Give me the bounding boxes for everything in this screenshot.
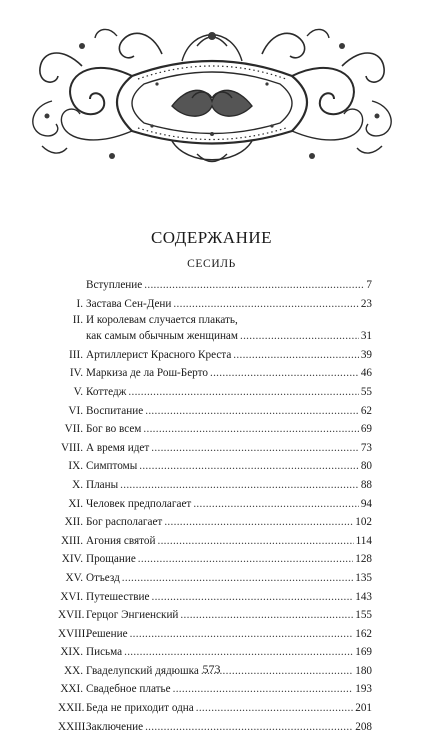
toc-row[interactable] xyxy=(58,699,372,718)
toc-chapter-title: Коттедж xyxy=(86,385,127,398)
page-title: СОДЕРЖАНИЕ xyxy=(150,228,273,247)
toc-page-number: 94 xyxy=(360,497,372,510)
toc-page-number: 80 xyxy=(360,460,372,473)
toc-chapter-title: Маркиза де ла Рош-Берто xyxy=(86,367,208,380)
toc-chapter-number: XV. xyxy=(65,571,83,584)
toc-chapter-number: XVI. xyxy=(60,590,83,603)
toc-chapter-title: Беда не приходит одна xyxy=(86,702,194,715)
toc-row[interactable] xyxy=(58,495,372,514)
toc-chapter-number: III. xyxy=(69,348,83,361)
toc-leader-dots xyxy=(128,383,358,402)
toc-chapter-number: VII. xyxy=(64,423,83,436)
toc-chapter-number: XVII. xyxy=(58,609,85,622)
toc-chapter-title: Человек предполагает xyxy=(86,497,192,510)
toc-page-number: 62 xyxy=(360,404,372,417)
toc-chapter-number: XXII. xyxy=(58,702,85,715)
toc-leader-dots xyxy=(173,680,354,699)
toc-row[interactable] xyxy=(58,276,372,295)
toc-row[interactable] xyxy=(58,346,372,365)
toc-row[interactable] xyxy=(58,643,372,662)
toc-leader-dots xyxy=(240,327,359,346)
toc-row[interactable] xyxy=(58,420,372,439)
toc-page-number: 162 xyxy=(355,627,372,640)
toc-leader-dots xyxy=(151,588,353,607)
baroque-cartouche-ornament-icon xyxy=(22,6,402,174)
toc-leader-dots xyxy=(138,550,353,569)
toc-chapter-title: Гваделупский дядюшка xyxy=(86,664,199,677)
toc-chapter-title: Симптомы xyxy=(86,460,138,473)
toc-chapter-title: Застава Сен-Дени xyxy=(86,297,172,310)
toc-chapter-number: VIII. xyxy=(60,441,83,454)
toc-chapter-number: VI. xyxy=(68,404,83,417)
toc-chapter-number: XIII. xyxy=(60,534,83,547)
toc-leader-dots xyxy=(210,364,359,383)
toc-row[interactable] xyxy=(58,550,372,569)
toc-chapter-title: И королевам случается плакать, xyxy=(86,314,238,327)
toc-row[interactable] xyxy=(58,718,372,736)
toc-page-number: 55 xyxy=(360,385,372,398)
toc-leader-dots xyxy=(180,606,353,625)
toc-chapter-number: XIV. xyxy=(61,553,83,566)
toc-chapter-title: Решение xyxy=(86,627,128,640)
toc-page-number: 39 xyxy=(360,348,372,361)
toc-leader-dots xyxy=(145,402,359,421)
toc-page-number: 135 xyxy=(355,571,372,584)
toc-chapter-title: А время идет xyxy=(86,441,150,454)
toc-leader-dots xyxy=(130,625,354,644)
toc-chapter-number: XIX. xyxy=(60,646,83,659)
toc-chapter-title: как самым обычным женщинам xyxy=(86,330,238,343)
toc-chapter-title: Герцог Энгиенский xyxy=(86,609,179,622)
toc-row[interactable] xyxy=(58,532,372,551)
toc-chapter-title: Агония святой xyxy=(86,534,156,547)
toc-leader-dots xyxy=(193,495,359,514)
toc-chapter-number: X. xyxy=(72,478,83,491)
toc-chapter-title: Заключение xyxy=(86,720,144,733)
toc-row[interactable] xyxy=(58,569,372,588)
toc-page-number: 169 xyxy=(355,646,372,659)
toc-page-number: 143 xyxy=(355,590,372,603)
toc-row[interactable] xyxy=(58,402,372,421)
toc-page-number: 201 xyxy=(355,702,372,715)
toc-leader-dots xyxy=(143,420,358,439)
toc-leader-dots xyxy=(139,457,359,476)
toc-row[interactable] xyxy=(58,457,372,476)
toc-chapter-number: XX. xyxy=(64,664,83,677)
toc-chapter-number: XI. xyxy=(68,497,83,510)
toc-page-number: 208 xyxy=(355,720,372,733)
toc-leader-dots xyxy=(145,718,353,736)
toc-row[interactable] xyxy=(58,327,372,346)
toc-leader-dots xyxy=(157,532,353,551)
toc-row[interactable] xyxy=(58,439,372,458)
toc-chapter-number: XVIII. xyxy=(58,627,89,640)
toc-page-number: 155 xyxy=(355,609,372,622)
toc-page-number: 128 xyxy=(355,553,372,566)
toc-chapter-number: II. xyxy=(72,314,83,327)
toc-chapter-title: Бог располагает xyxy=(86,516,163,529)
page-number: 573 xyxy=(202,662,221,676)
toc-chapter-title: Прощание xyxy=(86,553,136,566)
toc-leader-dots xyxy=(151,439,359,458)
toc-chapter-number: I. xyxy=(76,297,83,310)
toc-chapter-number: XXI. xyxy=(60,683,83,696)
toc-row[interactable] xyxy=(58,606,372,625)
toc-page-number: 102 xyxy=(355,516,372,529)
toc-chapter-title: Свадебное платье xyxy=(86,683,171,696)
toc-page-number: 46 xyxy=(360,367,372,380)
toc-chapter-number: V. xyxy=(73,385,83,398)
toc-page-number: 7 xyxy=(366,279,372,291)
toc-chapter-title: Письма xyxy=(86,646,123,659)
toc-row[interactable] xyxy=(58,588,372,607)
toc-chapter-title: Бог во всем xyxy=(86,423,142,436)
toc-leader-dots xyxy=(124,643,353,662)
toc-row[interactable] xyxy=(58,295,372,314)
toc-row[interactable] xyxy=(58,513,372,532)
toc-chapter-title: Артиллерист Красного Креста xyxy=(86,348,232,361)
toc-row[interactable] xyxy=(58,383,372,402)
toc-page-number: 180 xyxy=(355,664,372,677)
part-subtitle: СЕСИЛЬ xyxy=(187,258,236,270)
toc-page-number: 23 xyxy=(360,297,372,310)
toc-chapter-title: Вступление xyxy=(86,279,143,291)
toc-row[interactable] xyxy=(58,680,372,699)
toc-chapter-number: XXIII. xyxy=(58,720,89,733)
toc-page-number: 73 xyxy=(360,441,372,454)
toc-page-number: 31 xyxy=(360,330,372,343)
toc-row[interactable] xyxy=(58,313,372,327)
toc-chapter-title: Воспитание xyxy=(86,404,144,417)
toc-chapter-number: XII. xyxy=(64,516,83,529)
toc-leader-dots xyxy=(196,699,353,718)
toc-leader-dots xyxy=(120,476,359,495)
toc-row[interactable] xyxy=(58,364,372,383)
toc-leader-dots xyxy=(233,346,359,365)
toc-page-number: 88 xyxy=(360,478,372,491)
toc-leader-dots xyxy=(164,513,353,532)
toc-chapter-number: IV. xyxy=(69,367,83,380)
toc-row[interactable] xyxy=(58,476,372,495)
toc-leader-dots xyxy=(173,295,358,314)
toc-chapter-title: Отъезд xyxy=(86,571,120,584)
toc-row[interactable] xyxy=(58,625,372,644)
toc-chapter-title: Путешествие xyxy=(86,590,150,603)
toc-chapter-number: IX. xyxy=(68,460,83,473)
toc-page-number: 193 xyxy=(355,683,372,696)
toc-chapter-title: Планы xyxy=(86,478,119,491)
toc-leader-dots xyxy=(122,569,353,588)
toc-page-number: 69 xyxy=(360,423,372,436)
toc-page-number: 114 xyxy=(355,534,372,547)
toc-leader-dots xyxy=(144,276,364,295)
